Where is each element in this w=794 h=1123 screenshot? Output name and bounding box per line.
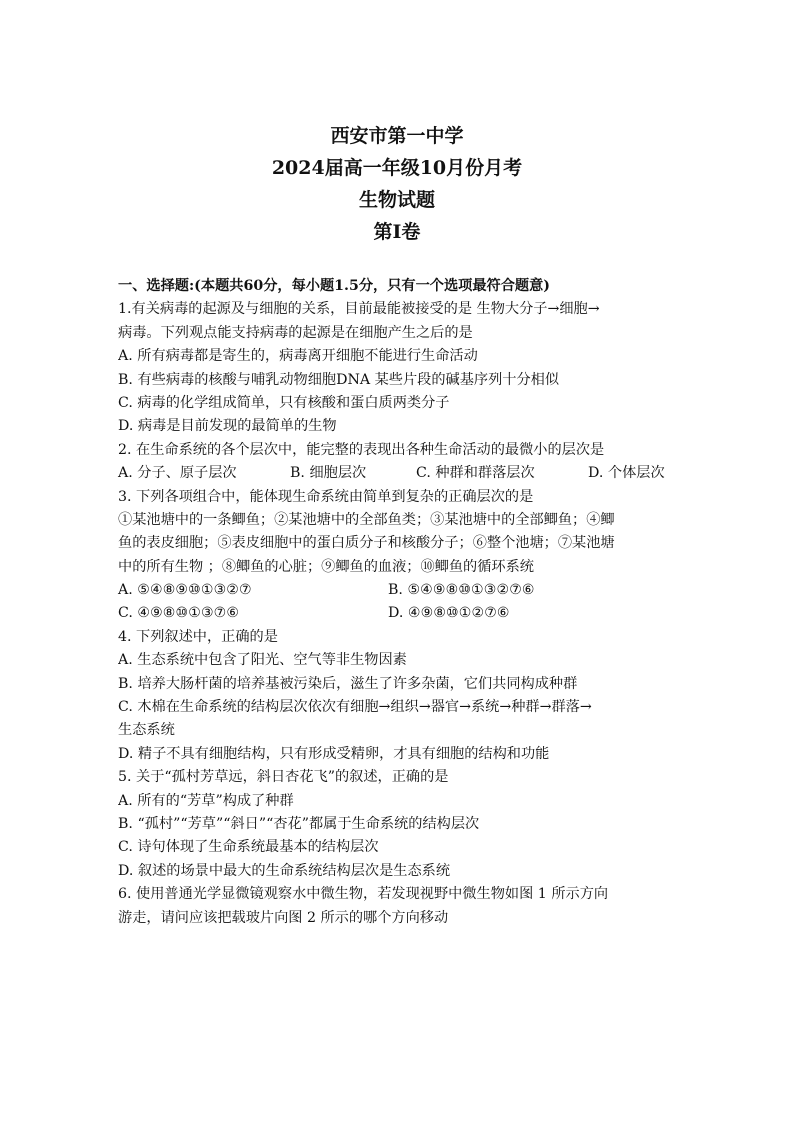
option-a: A. 分子、原子层次 xyxy=(118,465,237,482)
question-stem: 病毒。下列观点能支持病毒的起源是在细胞产生之后的是 xyxy=(118,324,473,341)
option-b: B. 培养大肠杆菌的培养基被污染后，滋生了许多杂菌，它们共同构成种群 xyxy=(118,675,578,692)
option-d: D. 精子不具有细胞结构，只有形成受精卵，才具有细胞的结构和功能 xyxy=(118,745,550,762)
volume-title: 第Ⅰ卷 xyxy=(373,221,421,243)
option-d: D. 病毒是目前发现的最简单的生物 xyxy=(118,418,337,435)
question-items: ①某池塘中的一条鲫鱼；②某池塘中的全部鱼类；③某池塘中的全部鲫鱼；④鲫 xyxy=(118,511,615,528)
option-b: B. “孤村”“芳草”“斜日”“杏花”都属于生命系统的结构层次 xyxy=(118,815,480,832)
question-6 xyxy=(118,883,698,930)
option-c-continued: 生态系统 xyxy=(118,722,175,739)
exam-body xyxy=(118,275,698,930)
question-stem: 3. 下列各项组合中，能体现生命系统由简单到复杂的正确层次的是 xyxy=(118,488,534,505)
option-b: B. ⑤④⑨⑧⑩①③②⑦⑥ xyxy=(388,582,535,599)
option-b: B. 有些病毒的核酸与哺乳动物细胞DNA 某些片段的碱基序列十分相似 xyxy=(118,371,560,388)
question-stem: 游走，请问应该把载玻片向图 2 所示的哪个方向移动 xyxy=(118,909,449,926)
question-items: 中的所有生物 ；⑧鲫鱼的心脏；⑨鲫鱼的血液；⑩鲫鱼的循环系统 xyxy=(118,558,534,575)
option-c: C. 诗句体现了生命系统最基本的结构层次 xyxy=(118,839,379,856)
option-c: C. ④⑨⑧⑩①③⑦⑥ xyxy=(118,605,240,622)
option-c: C. 种群和群落层次 xyxy=(416,465,535,482)
exam-header xyxy=(0,120,794,248)
options-row xyxy=(118,602,698,625)
option-a: A. 所有的“芳草”构成了种群 xyxy=(118,792,294,809)
options-row xyxy=(118,579,698,602)
question-5 xyxy=(118,766,698,883)
options-row xyxy=(118,462,698,485)
question-3 xyxy=(118,486,698,626)
section-heading: 一、选择题:(本题共60分，每小题1.5分，只有一个选项最符合题意) xyxy=(118,278,550,294)
option-a: A. 生态系统中包含了阳光、空气等非生物因素 xyxy=(118,652,407,669)
option-c: C. 病毒的化学组成简单，只有核酸和蛋白质两类分子 xyxy=(118,394,450,411)
question-2 xyxy=(118,439,698,486)
question-stem: 6. 使用普通光学显微镜观察水中微生物，若发现视野中微生物如图 1 所示方向 xyxy=(118,886,609,903)
exam-title: 2024届高一年级10月份月考 xyxy=(271,157,523,179)
question-4 xyxy=(118,626,698,766)
question-stem: 2. 在生命系统的各个层次中，能完整的表现出各种生命活动的最微小的层次是 xyxy=(118,441,605,458)
question-stem: 1.有关病毒的起源及与细胞的关系，目前最能被接受的是 生物大分子→细胞→ xyxy=(118,301,600,318)
school-name: 西安市第一中学 xyxy=(330,125,464,147)
option-c: C. 木棉在生命系统的结构层次依次有细胞→组织→器官→系统→种群→群落→ xyxy=(118,699,592,716)
option-b: B. 细胞层次 xyxy=(290,465,367,482)
option-d: D. 叙述的场景中最大的生命系统结构层次是生态系统 xyxy=(118,862,451,879)
option-d: D. 个体层次 xyxy=(588,465,665,482)
option-a: A. 所有病毒都是寄生的，病毒离开细胞不能进行生命活动 xyxy=(118,348,478,365)
question-1 xyxy=(118,298,698,438)
option-a: A. ⑤④⑧⑨⑩①③②⑦ xyxy=(118,582,252,599)
question-stem: 5. 关于“孤村芳草远，斜日杏花飞”的叙述，正确的是 xyxy=(118,769,449,786)
question-stem: 4. 下列叙述中，正确的是 xyxy=(118,628,278,645)
subject-title: 生物试题 xyxy=(358,189,435,211)
question-items: 鱼的表皮细胞；⑤表皮细胞中的蛋白质分子和核酸分子；⑥整个池塘；⑦某池塘 xyxy=(118,535,615,552)
option-d: D. ④⑨⑧⑩①②⑦⑥ xyxy=(388,605,510,622)
